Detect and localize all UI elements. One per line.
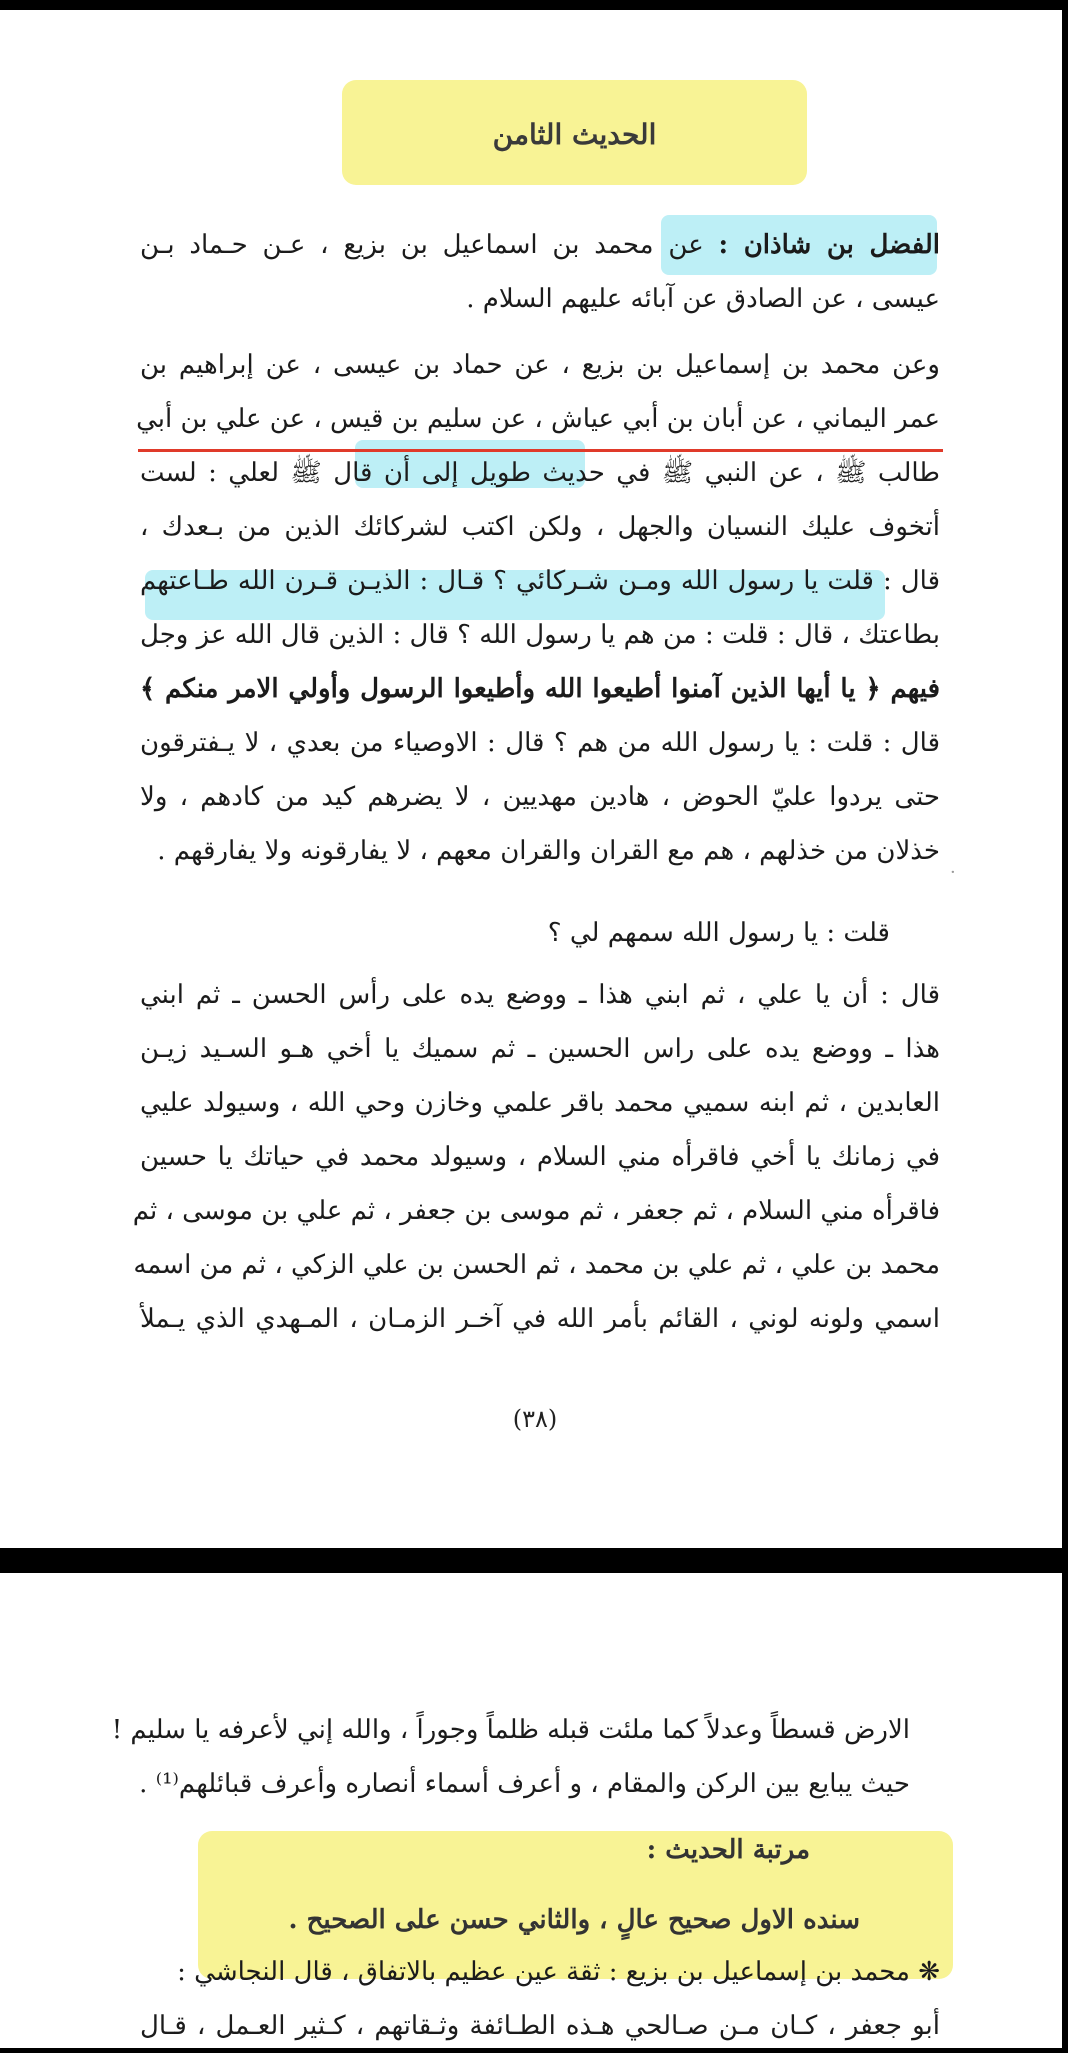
quran-verse-line: فيهم ﴿ يا أيها الذين آمنوا أطيعوا الله وأطيعوا الرسول وأولي الامر منكم ﴾ bbox=[140, 674, 940, 704]
text-line: محمد بن علي ، ثم علي بن محمد ، ثم الحسن بن علي الزكي ، ثم من اسمه bbox=[133, 1250, 940, 1280]
hadith-title: الحديث الثامن bbox=[492, 118, 657, 151]
paragraph-continuation bbox=[111, 1703, 910, 1811]
page-number: (٣٨) bbox=[512, 1405, 558, 1433]
text-line: حتى يردوا عليّ الحوض ، هادين مهديين ، لا يضرهم كيد من كادهم ، ولا bbox=[140, 782, 940, 812]
page-38 bbox=[0, 10, 1062, 1548]
text-line: عمر اليماني ، عن أبان بن أبي عياش ، عن سليم بن قيس ، عن علي بن أبي bbox=[136, 404, 940, 434]
paragraph-isnad-1 bbox=[140, 218, 940, 326]
text-line: ❋ محمد بن إسماعيل بن بزيع : ثقة عين عظيم بالاتفاق ، قال النجاشي : bbox=[177, 1957, 940, 1987]
rank-text: سنده الاول صحيح عالٍ ، والثاني حسن على الصحيح . bbox=[288, 1905, 860, 1935]
margin-dot: · bbox=[950, 862, 956, 883]
text-line: أبو جعفر ، كـان مـن صـالحي هـذه الطـائفة وثـقاتهم ، كـثير العـمل ، قـال bbox=[140, 2011, 940, 2041]
text-line: اسمي ولونه لوني ، القائم بأمر الله في آخـر الزمـان ، المـهدي الذي يـملأ bbox=[140, 1304, 940, 1334]
text-line: العابدين ، ثم ابنه سميي محمد باقر علمي وخازن وحي الله ، وسيولد عليي bbox=[140, 1088, 940, 1118]
page-39 bbox=[0, 1573, 1062, 2048]
text-line: وعن محمد بن إسماعيل بن بزيع ، عن حماد بن عيسى ، عن إبراهيم بن bbox=[140, 350, 940, 380]
text-line: قال : قلت : يا رسول الله من هم ؟ قال : الاوصياء من بعدي ، لا يـفترقون bbox=[140, 728, 940, 758]
lead-name: الفضل بن شاذان : bbox=[718, 230, 941, 260]
text-line: قال : أن يا علي ، ثم ابني هذا ـ ووضع يده على رأس الحسن ـ ثم ابني bbox=[140, 980, 941, 1010]
text-line: قلت : يا رسول الله سمهم لي ؟ bbox=[547, 918, 890, 948]
text-line: الارض قسطاً وعدلاً كما ملئت قبله ظلماً وجوراً ، والله إني لأعرفه يا سليم ! bbox=[111, 1715, 910, 1745]
paragraph-answer bbox=[132, 968, 941, 1346]
text-line: عيسى ، عن الصادق عن آبائه عليهم السلام . bbox=[466, 284, 940, 314]
text-line: خذلان من خذلهم ، هم مع القران والقران معهم ، لا يفارقونه ولا يفارقهم . bbox=[157, 836, 940, 866]
text-line: الفضل بن شاذان : عن محمد بن اسماعيل بن بزيع ، عـن حـماد بـن bbox=[140, 230, 941, 260]
text-line: بطاعتك ، قال : قلت : من هم يا رسول الله ؟ قال : الذين قال الله عز وجل bbox=[140, 620, 940, 650]
text-line: في زمانك يا أخي فاقرأه مني السلام ، وسيولد محمد في حياتك يا حسين bbox=[140, 1142, 940, 1172]
text-line: قال : قلت يا رسول الله ومـن شـركائي ؟ قـال : الذيـن قـرن الله طـاعتهم bbox=[140, 566, 940, 596]
text-line: أتخوف عليك النسيان والجهل ، ولكن اكتب لشركائك الذين من بـعدك ، bbox=[140, 512, 940, 542]
narrator-note bbox=[140, 1945, 940, 2053]
text-line: فاقرأه مني السلام ، ثم جعفر ، ثم موسى بن جعفر ، ثم علي بن موسى ، ثم bbox=[132, 1196, 940, 1226]
text-line: هذا ـ ووضع يده على راس الحسين ـ ثم سميك يا أخي هـو السـيد زيـن bbox=[140, 1034, 940, 1064]
text-line: حيث يبايع بين الركن والمقام ، و أعرف أسماء أنصاره وأعرف قبائلهم⁽¹⁾ . bbox=[139, 1769, 910, 1799]
text-line: طالب ﷺ ، عن النبي ﷺ في حديث طويل إلى أن قال ﷺ لعلي : لست bbox=[140, 458, 940, 488]
rank-heading: مرتبة الحديث : bbox=[646, 1835, 810, 1865]
paragraph-isnad-2 bbox=[136, 338, 940, 878]
paragraph-question bbox=[140, 906, 890, 960]
